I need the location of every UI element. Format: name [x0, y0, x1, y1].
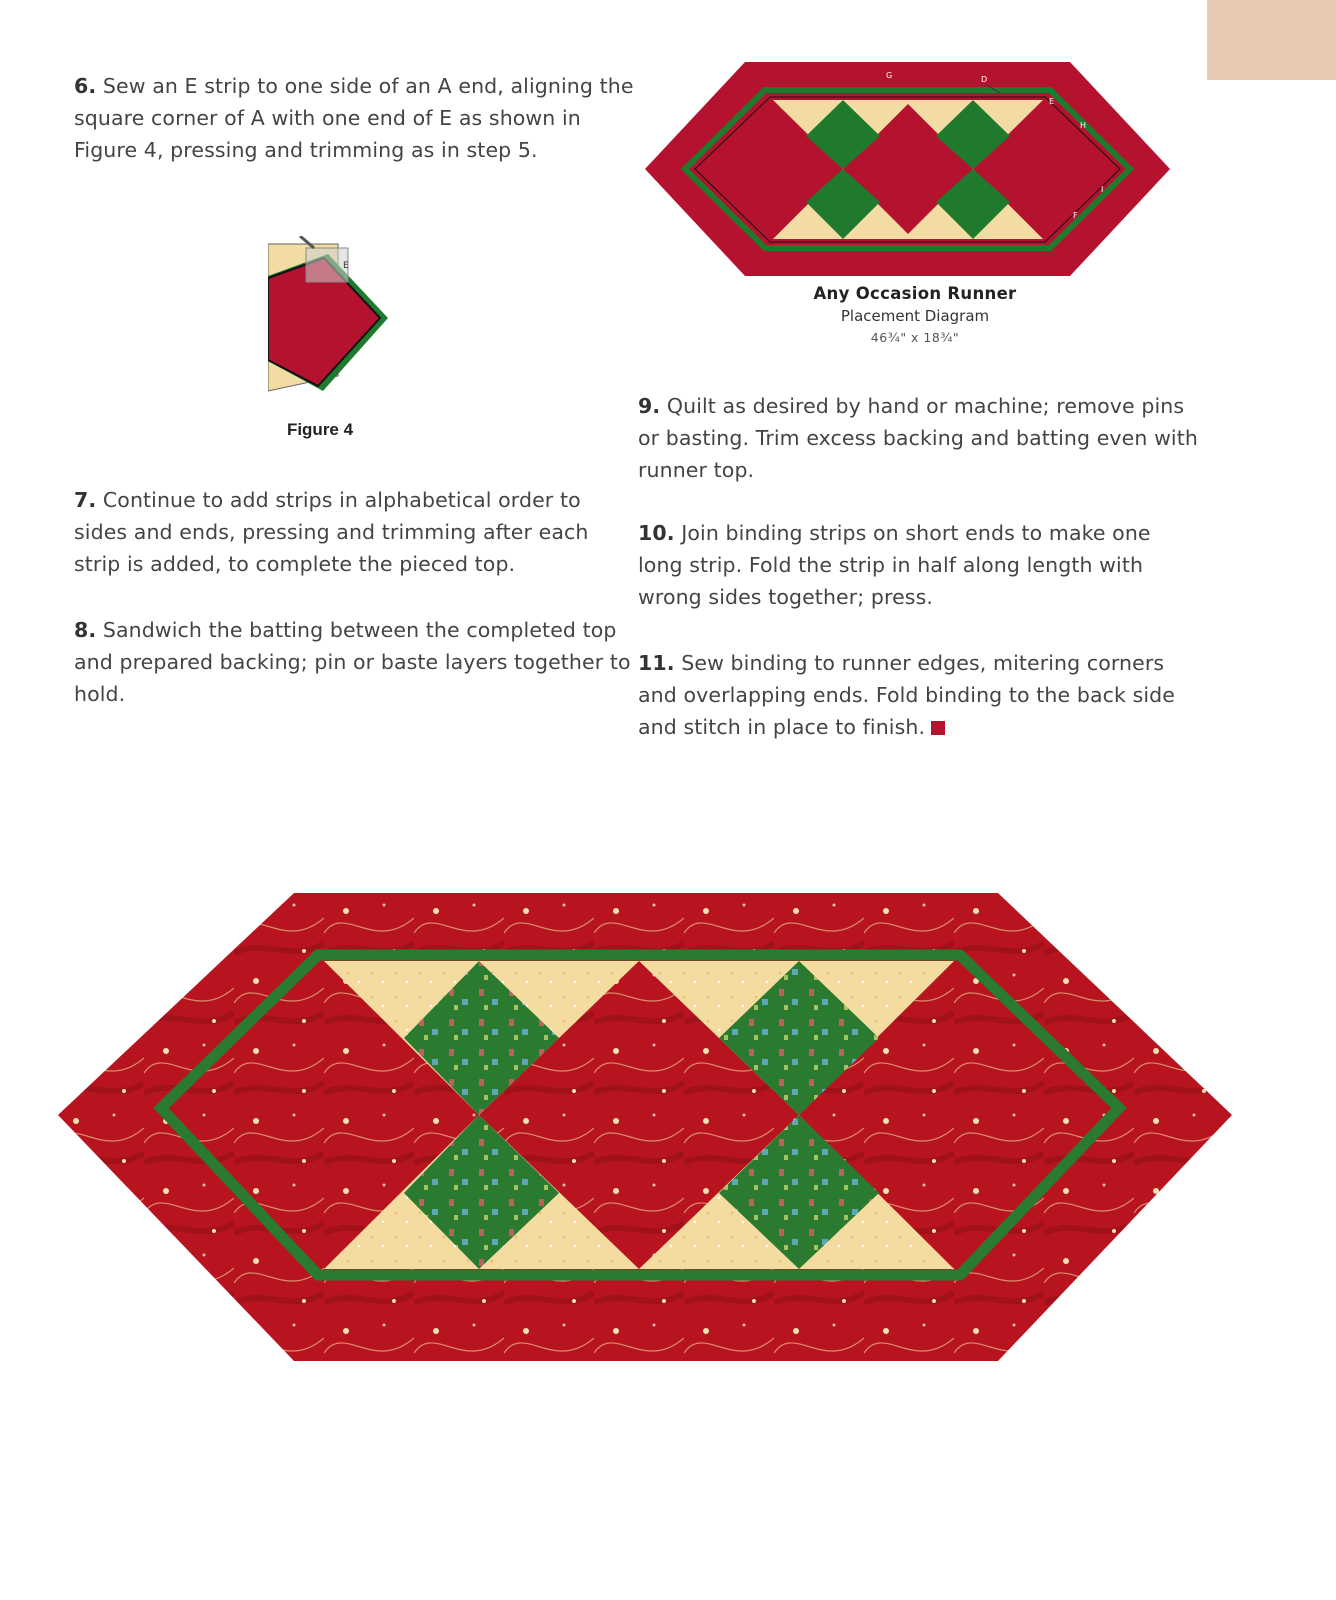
step-6 — [74, 70, 634, 166]
step-text: Sandwich the batting between the completed top and prepared backing; pin or baste layers together to hold. — [74, 618, 631, 706]
step-number: 11. — [638, 651, 675, 675]
diagram-label-f: F — [1073, 211, 1078, 220]
step-number: 9. — [638, 394, 661, 418]
diagram-label-h: H — [1080, 121, 1087, 130]
step-11 — [638, 647, 1198, 743]
step-text: Sew binding to runner edges, mitering corners and overlapping ends. Fold binding to the back side and stitch in place to finish. — [638, 651, 1175, 739]
step-number: 6. — [74, 74, 97, 98]
step-number: 8. — [74, 618, 97, 642]
figure-4-caption: Figure 4 — [286, 420, 354, 439]
step-text: Sew an E strip to one side of an A end, aligning the square corner of A with one end of E as shown in Figure 4, pressing and trimming as in step 5. — [74, 74, 634, 162]
end-mark-icon — [931, 721, 945, 735]
step-number: 7. — [74, 488, 97, 512]
figure-4-illustration — [268, 236, 400, 404]
diagram-center-blocks — [773, 100, 1043, 239]
step-8 — [74, 614, 634, 710]
step-text: Quilt as desired by hand or machine; remove pins or basting. Trim excess backing and batting even with runner top. — [638, 394, 1198, 482]
step-text: Continue to add strips in alphabetical order to sides and ends, pressing and trimming after each strip is added, to complete the pieced top. — [74, 488, 589, 576]
figure-4-label-e: E — [343, 261, 349, 271]
step-10 — [638, 517, 1198, 613]
step-7 — [74, 484, 634, 580]
diagram-subtitle: Placement Diagram — [840, 307, 990, 325]
diagram-label-g: G — [886, 71, 893, 80]
step-9 — [638, 390, 1198, 486]
diagram-size: 46¾" x 18¾" — [870, 330, 960, 345]
placement-diagram — [645, 62, 1170, 276]
diagram-label-i: I — [1101, 185, 1104, 194]
page-corner-tab — [1207, 0, 1336, 80]
photo-center-blocks — [268, 961, 1012, 1269]
diagram-label-d: D — [981, 75, 988, 84]
runner-photo — [54, 893, 1254, 1396]
step-text: Join binding strips on short ends to make one long strip. Fold the strip in half along length with wrong sides together; press. — [638, 521, 1151, 609]
step-number: 10. — [638, 521, 675, 545]
diagram-label-e: E — [1049, 97, 1055, 106]
diagram-title: Any Occasion Runner — [813, 284, 1017, 303]
